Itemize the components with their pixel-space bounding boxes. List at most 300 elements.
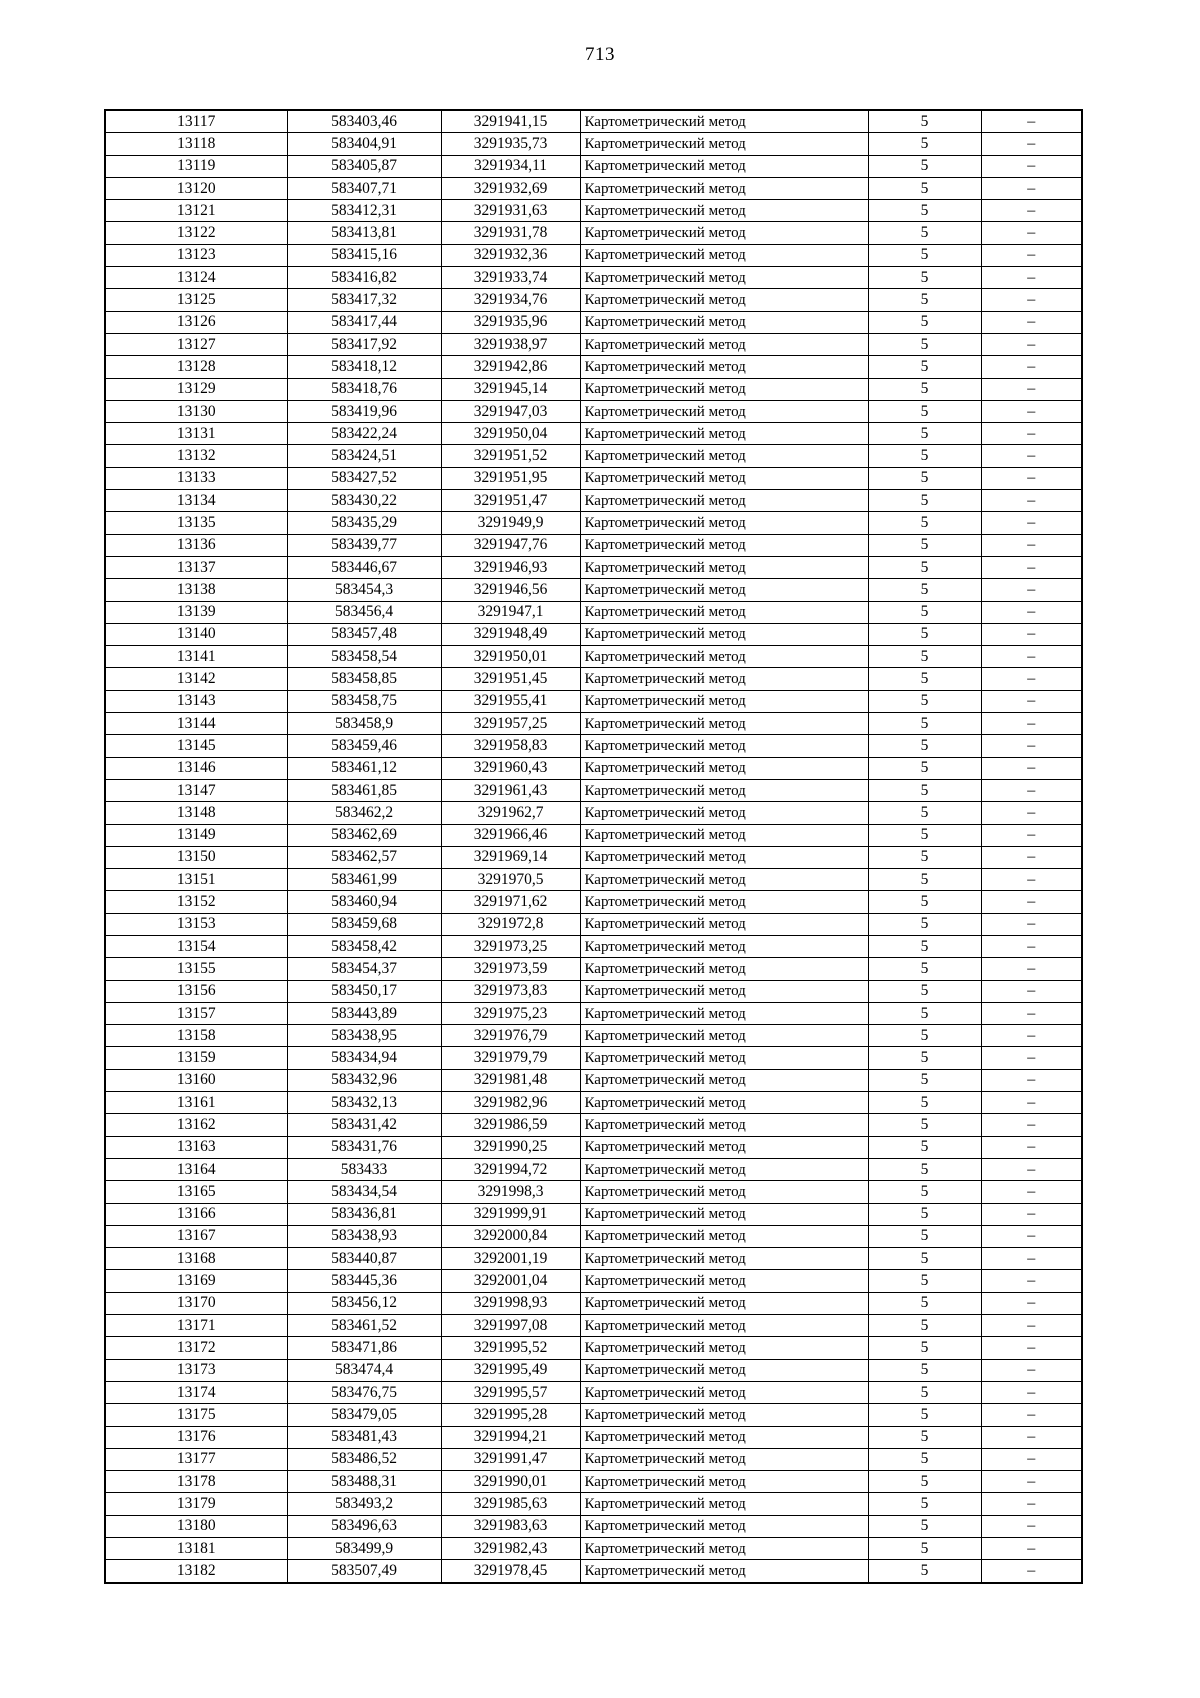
x-coordinate-cell: 583413,81 — [287, 222, 441, 244]
method-cell: Картометрический метод — [580, 267, 868, 289]
method-cell: Картометрический метод — [580, 1248, 868, 1270]
table-row — [105, 1069, 1082, 1091]
y-coordinate-cell: 3291951,47 — [441, 490, 580, 512]
y-coordinate-cell: 3291942,86 — [441, 356, 580, 378]
x-coordinate-cell: 583443,89 — [287, 1002, 441, 1024]
x-coordinate-cell: 583459,68 — [287, 913, 441, 935]
x-coordinate-cell: 583424,51 — [287, 445, 441, 467]
method-cell: Картометрический метод — [580, 1002, 868, 1024]
x-coordinate-cell: 583476,75 — [287, 1381, 441, 1403]
point-number-cell: 13129 — [105, 378, 287, 400]
point-number-cell: 13131 — [105, 423, 287, 445]
y-coordinate-cell: 3291951,45 — [441, 668, 580, 690]
x-coordinate-cell: 583462,57 — [287, 846, 441, 868]
table-row — [105, 445, 1082, 467]
dash-cell: – — [981, 1158, 1082, 1180]
point-number-cell: 13141 — [105, 646, 287, 668]
point-number-cell: 13166 — [105, 1203, 287, 1225]
table-row — [105, 1381, 1082, 1403]
table-row — [105, 244, 1082, 266]
y-coordinate-cell: 3291982,43 — [441, 1538, 580, 1560]
y-coordinate-cell: 3291932,69 — [441, 177, 580, 199]
point-number-cell: 13123 — [105, 244, 287, 266]
x-coordinate-cell: 583404,91 — [287, 133, 441, 155]
method-cell: Картометрический метод — [580, 1225, 868, 1247]
dash-cell: – — [981, 133, 1082, 155]
accuracy-cell: 5 — [868, 1315, 981, 1337]
point-number-cell: 13169 — [105, 1270, 287, 1292]
coordinates-table — [104, 109, 1083, 1584]
method-cell: Картометрический метод — [580, 534, 868, 556]
point-number-cell: 13156 — [105, 980, 287, 1002]
accuracy-cell: 5 — [868, 400, 981, 422]
x-coordinate-cell: 583459,46 — [287, 735, 441, 757]
y-coordinate-cell: 3291975,23 — [441, 1002, 580, 1024]
dash-cell: – — [981, 1092, 1082, 1114]
dash-cell: – — [981, 1426, 1082, 1448]
y-coordinate-cell: 3291949,9 — [441, 512, 580, 534]
x-coordinate-cell: 583419,96 — [287, 400, 441, 422]
table-row — [105, 1002, 1082, 1024]
table-row — [105, 1404, 1082, 1426]
y-coordinate-cell: 3291981,48 — [441, 1069, 580, 1091]
accuracy-cell: 5 — [868, 1292, 981, 1314]
dash-cell: – — [981, 155, 1082, 177]
x-coordinate-cell: 583507,49 — [287, 1560, 441, 1583]
method-cell: Картометрический метод — [580, 423, 868, 445]
dash-cell: – — [981, 400, 1082, 422]
y-coordinate-cell: 3291938,97 — [441, 333, 580, 355]
point-number-cell: 13153 — [105, 913, 287, 935]
table-row — [105, 1315, 1082, 1337]
x-coordinate-cell: 583461,85 — [287, 779, 441, 801]
dash-cell: – — [981, 1225, 1082, 1247]
x-coordinate-cell: 583418,12 — [287, 356, 441, 378]
accuracy-cell: 5 — [868, 1136, 981, 1158]
x-coordinate-cell: 583438,95 — [287, 1025, 441, 1047]
dash-cell: – — [981, 556, 1082, 578]
x-coordinate-cell: 583457,48 — [287, 623, 441, 645]
method-cell: Картометрический метод — [580, 958, 868, 980]
method-cell: Картометрический метод — [580, 1203, 868, 1225]
y-coordinate-cell: 3291979,79 — [441, 1047, 580, 1069]
accuracy-cell: 5 — [868, 1225, 981, 1247]
accuracy-cell: 5 — [868, 244, 981, 266]
accuracy-cell: 5 — [868, 1181, 981, 1203]
accuracy-cell: 5 — [868, 356, 981, 378]
point-number-cell: 13159 — [105, 1047, 287, 1069]
y-coordinate-cell: 3291995,57 — [441, 1381, 580, 1403]
method-cell: Картометрический метод — [580, 1315, 868, 1337]
method-cell: Картометрический метод — [580, 467, 868, 489]
accuracy-cell: 5 — [868, 802, 981, 824]
point-number-cell: 13179 — [105, 1493, 287, 1515]
accuracy-cell: 5 — [868, 1448, 981, 1470]
method-cell: Картометрический метод — [580, 1092, 868, 1114]
point-number-cell: 13177 — [105, 1448, 287, 1470]
method-cell: Картометрический метод — [580, 1426, 868, 1448]
dash-cell: – — [981, 980, 1082, 1002]
x-coordinate-cell: 583458,9 — [287, 713, 441, 735]
accuracy-cell: 5 — [868, 935, 981, 957]
table-row — [105, 467, 1082, 489]
x-coordinate-cell: 583462,2 — [287, 802, 441, 824]
dash-cell: – — [981, 757, 1082, 779]
method-cell: Картометрический метод — [580, 846, 868, 868]
x-coordinate-cell: 583418,76 — [287, 378, 441, 400]
method-cell: Картометрический метод — [580, 869, 868, 891]
x-coordinate-cell: 583454,3 — [287, 579, 441, 601]
point-number-cell: 13126 — [105, 311, 287, 333]
method-cell: Картометрический метод — [580, 333, 868, 355]
point-number-cell: 13152 — [105, 891, 287, 913]
table-row — [105, 1493, 1082, 1515]
dash-cell: – — [981, 1359, 1082, 1381]
x-coordinate-cell: 583431,42 — [287, 1114, 441, 1136]
point-number-cell: 13167 — [105, 1225, 287, 1247]
dash-cell: – — [981, 244, 1082, 266]
x-coordinate-cell: 583434,94 — [287, 1047, 441, 1069]
point-number-cell: 13182 — [105, 1560, 287, 1583]
y-coordinate-cell: 3291976,79 — [441, 1025, 580, 1047]
point-number-cell: 13122 — [105, 222, 287, 244]
accuracy-cell: 5 — [868, 467, 981, 489]
y-coordinate-cell: 3291946,56 — [441, 579, 580, 601]
point-number-cell: 13180 — [105, 1515, 287, 1537]
dash-cell: – — [981, 378, 1082, 400]
accuracy-cell: 5 — [868, 490, 981, 512]
point-number-cell: 13134 — [105, 490, 287, 512]
accuracy-cell: 5 — [868, 556, 981, 578]
point-number-cell: 13119 — [105, 155, 287, 177]
table-row — [105, 222, 1082, 244]
y-coordinate-cell: 3291951,95 — [441, 467, 580, 489]
dash-cell: – — [981, 423, 1082, 445]
method-cell: Картометрический метод — [580, 1560, 868, 1583]
table-row — [105, 1114, 1082, 1136]
y-coordinate-cell: 3291958,83 — [441, 735, 580, 757]
table-row — [105, 1270, 1082, 1292]
table-row — [105, 1136, 1082, 1158]
accuracy-cell: 5 — [868, 267, 981, 289]
y-coordinate-cell: 3291955,41 — [441, 690, 580, 712]
dash-cell: – — [981, 1136, 1082, 1158]
dash-cell: – — [981, 935, 1082, 957]
point-number-cell: 13175 — [105, 1404, 287, 1426]
point-number-cell: 13135 — [105, 512, 287, 534]
y-coordinate-cell: 3291947,76 — [441, 534, 580, 556]
accuracy-cell: 5 — [868, 913, 981, 935]
x-coordinate-cell: 583481,43 — [287, 1426, 441, 1448]
accuracy-cell: 5 — [868, 1493, 981, 1515]
x-coordinate-cell: 583496,63 — [287, 1515, 441, 1537]
table-row — [105, 512, 1082, 534]
y-coordinate-cell: 3291935,96 — [441, 311, 580, 333]
dash-cell: – — [981, 601, 1082, 623]
x-coordinate-cell: 583403,46 — [287, 110, 441, 133]
table-row — [105, 891, 1082, 913]
accuracy-cell: 5 — [868, 289, 981, 311]
table-row — [105, 1047, 1082, 1069]
x-coordinate-cell: 583433 — [287, 1158, 441, 1180]
dash-cell: – — [981, 200, 1082, 222]
y-coordinate-cell: 3291946,93 — [441, 556, 580, 578]
y-coordinate-cell: 3291933,74 — [441, 267, 580, 289]
point-number-cell: 13146 — [105, 757, 287, 779]
method-cell: Картометрический метод — [580, 356, 868, 378]
table-row — [105, 356, 1082, 378]
dash-cell: – — [981, 177, 1082, 199]
y-coordinate-cell: 3291957,25 — [441, 713, 580, 735]
point-number-cell: 13139 — [105, 601, 287, 623]
y-coordinate-cell: 3291931,63 — [441, 200, 580, 222]
x-coordinate-cell: 583407,71 — [287, 177, 441, 199]
method-cell: Картометрический метод — [580, 445, 868, 467]
table-row — [105, 1225, 1082, 1247]
point-number-cell: 13138 — [105, 579, 287, 601]
dash-cell: – — [981, 1493, 1082, 1515]
method-cell: Картометрический метод — [580, 1292, 868, 1314]
table-row — [105, 534, 1082, 556]
table-row — [105, 935, 1082, 957]
y-coordinate-cell: 3291997,08 — [441, 1315, 580, 1337]
table-row — [105, 713, 1082, 735]
method-cell: Картометрический метод — [580, 133, 868, 155]
point-number-cell: 13162 — [105, 1114, 287, 1136]
method-cell: Картометрический метод — [580, 713, 868, 735]
point-number-cell: 13137 — [105, 556, 287, 578]
method-cell: Картометрический метод — [580, 1493, 868, 1515]
table-row — [105, 1448, 1082, 1470]
accuracy-cell: 5 — [868, 177, 981, 199]
dash-cell: – — [981, 579, 1082, 601]
x-coordinate-cell: 583493,2 — [287, 1493, 441, 1515]
point-number-cell: 13158 — [105, 1025, 287, 1047]
dash-cell: – — [981, 356, 1082, 378]
point-number-cell: 13164 — [105, 1158, 287, 1180]
x-coordinate-cell: 583435,29 — [287, 512, 441, 534]
point-number-cell: 13124 — [105, 267, 287, 289]
point-number-cell: 13142 — [105, 668, 287, 690]
y-coordinate-cell: 3291991,47 — [441, 1448, 580, 1470]
dash-cell: – — [981, 713, 1082, 735]
accuracy-cell: 5 — [868, 1538, 981, 1560]
dash-cell: – — [981, 623, 1082, 645]
table-row — [105, 913, 1082, 935]
dash-cell: – — [981, 891, 1082, 913]
y-coordinate-cell: 3291950,04 — [441, 423, 580, 445]
point-number-cell: 13165 — [105, 1181, 287, 1203]
point-number-cell: 13128 — [105, 356, 287, 378]
table-row — [105, 980, 1082, 1002]
accuracy-cell: 5 — [868, 869, 981, 891]
dash-cell: – — [981, 1337, 1082, 1359]
y-coordinate-cell: 3291972,8 — [441, 913, 580, 935]
x-coordinate-cell: 583458,54 — [287, 646, 441, 668]
dash-cell: – — [981, 958, 1082, 980]
x-coordinate-cell: 583460,94 — [287, 891, 441, 913]
method-cell: Картометрический метод — [580, 1069, 868, 1091]
point-number-cell: 13178 — [105, 1471, 287, 1493]
dash-cell: – — [981, 1448, 1082, 1470]
accuracy-cell: 5 — [868, 534, 981, 556]
y-coordinate-cell: 3291998,3 — [441, 1181, 580, 1203]
x-coordinate-cell: 583445,36 — [287, 1270, 441, 1292]
accuracy-cell: 5 — [868, 512, 981, 534]
method-cell: Картометрический метод — [580, 935, 868, 957]
accuracy-cell: 5 — [868, 423, 981, 445]
y-coordinate-cell: 3291994,21 — [441, 1426, 580, 1448]
point-number-cell: 13163 — [105, 1136, 287, 1158]
table-row — [105, 1538, 1082, 1560]
y-coordinate-cell: 3291961,43 — [441, 779, 580, 801]
dash-cell: – — [981, 646, 1082, 668]
x-coordinate-cell: 583439,77 — [287, 534, 441, 556]
point-number-cell: 13121 — [105, 200, 287, 222]
point-number-cell: 13125 — [105, 289, 287, 311]
y-coordinate-cell: 3291973,59 — [441, 958, 580, 980]
accuracy-cell: 5 — [868, 1069, 981, 1091]
dash-cell: – — [981, 1047, 1082, 1069]
dash-cell: – — [981, 1471, 1082, 1493]
table-row — [105, 490, 1082, 512]
dash-cell: – — [981, 913, 1082, 935]
point-number-cell: 13132 — [105, 445, 287, 467]
table-row — [105, 311, 1082, 333]
y-coordinate-cell: 3291990,25 — [441, 1136, 580, 1158]
table-row — [105, 668, 1082, 690]
table-row — [105, 556, 1082, 578]
accuracy-cell: 5 — [868, 1158, 981, 1180]
y-coordinate-cell: 3291945,14 — [441, 378, 580, 400]
method-cell: Картометрический метод — [580, 1404, 868, 1426]
x-coordinate-cell: 583417,32 — [287, 289, 441, 311]
y-coordinate-cell: 3291966,46 — [441, 824, 580, 846]
method-cell: Картометрический метод — [580, 802, 868, 824]
y-coordinate-cell: 3291947,03 — [441, 400, 580, 422]
point-number-cell: 13145 — [105, 735, 287, 757]
method-cell: Картометрический метод — [580, 646, 868, 668]
table-row — [105, 1092, 1082, 1114]
accuracy-cell: 5 — [868, 1092, 981, 1114]
dash-cell: – — [981, 690, 1082, 712]
method-cell: Картометрический метод — [580, 690, 868, 712]
accuracy-cell: 5 — [868, 1002, 981, 1024]
x-coordinate-cell: 583488,31 — [287, 1471, 441, 1493]
method-cell: Картометрический метод — [580, 155, 868, 177]
x-coordinate-cell: 583479,05 — [287, 1404, 441, 1426]
dash-cell: – — [981, 1069, 1082, 1091]
accuracy-cell: 5 — [868, 1381, 981, 1403]
x-coordinate-cell: 583454,37 — [287, 958, 441, 980]
dash-cell: – — [981, 1114, 1082, 1136]
table-row — [105, 155, 1082, 177]
method-cell: Картометрический метод — [580, 1181, 868, 1203]
dash-cell: – — [981, 1315, 1082, 1337]
accuracy-cell: 5 — [868, 200, 981, 222]
table-row — [105, 824, 1082, 846]
accuracy-cell: 5 — [868, 333, 981, 355]
table-row — [105, 1025, 1082, 1047]
y-coordinate-cell: 3291971,62 — [441, 891, 580, 913]
y-coordinate-cell: 3291994,72 — [441, 1158, 580, 1180]
x-coordinate-cell: 583450,17 — [287, 980, 441, 1002]
method-cell: Картометрический метод — [580, 668, 868, 690]
table-row — [105, 110, 1082, 133]
dash-cell: – — [981, 1515, 1082, 1537]
x-coordinate-cell: 583458,42 — [287, 935, 441, 957]
method-cell: Картометрический метод — [580, 891, 868, 913]
y-coordinate-cell: 3291951,52 — [441, 445, 580, 467]
table-row — [105, 1359, 1082, 1381]
point-number-cell: 13171 — [105, 1315, 287, 1337]
x-coordinate-cell: 583430,22 — [287, 490, 441, 512]
y-coordinate-cell: 3291995,49 — [441, 1359, 580, 1381]
dash-cell: – — [981, 512, 1082, 534]
table-row — [105, 200, 1082, 222]
accuracy-cell: 5 — [868, 824, 981, 846]
table-row — [105, 1181, 1082, 1203]
table-row — [105, 423, 1082, 445]
accuracy-cell: 5 — [868, 1560, 981, 1583]
coordinates-table-body — [105, 110, 1082, 1583]
point-number-cell: 13118 — [105, 133, 287, 155]
x-coordinate-cell: 583462,69 — [287, 824, 441, 846]
y-coordinate-cell: 3291960,43 — [441, 757, 580, 779]
method-cell: Картометрический метод — [580, 579, 868, 601]
y-coordinate-cell: 3291985,63 — [441, 1493, 580, 1515]
x-coordinate-cell: 583471,86 — [287, 1337, 441, 1359]
y-coordinate-cell: 3291983,63 — [441, 1515, 580, 1537]
y-coordinate-cell: 3291969,14 — [441, 846, 580, 868]
x-coordinate-cell: 583431,76 — [287, 1136, 441, 1158]
accuracy-cell: 5 — [868, 1025, 981, 1047]
y-coordinate-cell: 3291995,28 — [441, 1404, 580, 1426]
method-cell: Картометрический метод — [580, 1515, 868, 1537]
table-row — [105, 1515, 1082, 1537]
dash-cell: – — [981, 534, 1082, 556]
x-coordinate-cell: 583422,24 — [287, 423, 441, 445]
table-row — [105, 735, 1082, 757]
dash-cell: – — [981, 311, 1082, 333]
table-row — [105, 646, 1082, 668]
table-row — [105, 1158, 1082, 1180]
point-number-cell: 13136 — [105, 534, 287, 556]
method-cell: Картометрический метод — [580, 1136, 868, 1158]
point-number-cell: 13154 — [105, 935, 287, 957]
dash-cell: – — [981, 467, 1082, 489]
dash-cell: – — [981, 668, 1082, 690]
point-number-cell: 13117 — [105, 110, 287, 133]
dash-cell: – — [981, 1203, 1082, 1225]
accuracy-cell: 5 — [868, 311, 981, 333]
method-cell: Картометрический метод — [580, 311, 868, 333]
method-cell: Картометрический метод — [580, 512, 868, 534]
x-coordinate-cell: 583458,75 — [287, 690, 441, 712]
method-cell: Картометрический метод — [580, 556, 868, 578]
method-cell: Картометрический метод — [580, 1448, 868, 1470]
table-row — [105, 1337, 1082, 1359]
dash-cell: – — [981, 1538, 1082, 1560]
method-cell: Картометрический метод — [580, 1381, 868, 1403]
dash-cell: – — [981, 869, 1082, 891]
dash-cell: – — [981, 1404, 1082, 1426]
y-coordinate-cell: 3292001,04 — [441, 1270, 580, 1292]
x-coordinate-cell: 583456,12 — [287, 1292, 441, 1314]
accuracy-cell: 5 — [868, 378, 981, 400]
point-number-cell: 13173 — [105, 1359, 287, 1381]
table-row — [105, 958, 1082, 980]
